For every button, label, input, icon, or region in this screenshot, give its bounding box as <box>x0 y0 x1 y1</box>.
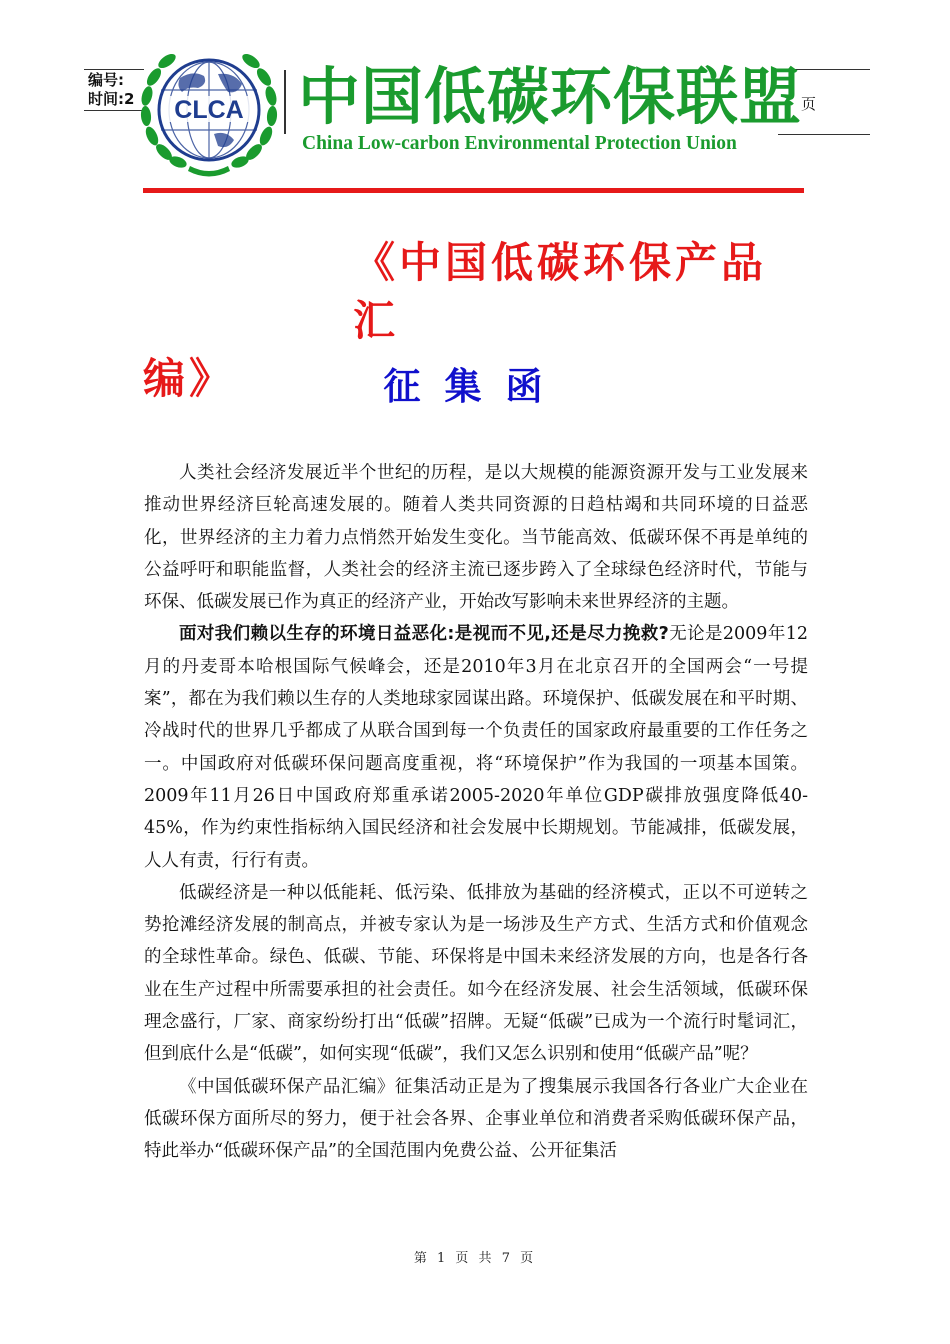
paragraph: 《中国低碳环保产品汇编》征集活动正是为了搜集展示我国各行各业广大企业在低碳环保方面所尽的努力，便于社会各界、企事业单位和消费者采购低碳环保产品，特此举办“低碳环保产品”的全国范围内免费公益、公开征集活 <box>144 1076 808 1162</box>
paragraph: 面对我们赖以生存的环境日益恶化:是视而不见,还是尽力挽救?无论是2009年12月的丹麦哥本哈根国际气候峰会，还是2010年3月在北京召开的全国两会“一号提案”，都在为我们赖以生存的人类地球家园谋出路。环境保护、低碳发展在和平时期、冷战时代的世界几乎都成了从联合国到每一个负责任的国家政府最重要的工作任务之一。中国政府对低碳环保问题高度重视，将“环境保护”作为我国的一项基本国策。2009年11月26日中国政府郑重承诺2005-2020年单位GDP碳排放强度降低40-45%，作为约束性指标纳入国民经济和社会发展中长期规划。节能减排，低碳发展，人人有责，行行有责。 <box>144 624 808 871</box>
document-subtitle: 征集函 <box>383 365 567 408</box>
clca-logo <box>138 44 280 180</box>
page-footer: 第 1 页 共 7 页 <box>413 1251 537 1266</box>
svg-text:CLCA: CLCA <box>174 96 244 124</box>
document-number-label: 编号: <box>88 71 124 89</box>
header-red-divider <box>143 188 804 193</box>
document-title-line2: 编》 <box>143 354 236 403</box>
header-top-rule-left <box>84 69 144 70</box>
header-divider <box>284 70 286 134</box>
paragraph: 人类社会经济发展近半个世纪的历程，是以大规模的能源资源开发与工业发展来推动世界经济巨轮高速发展的。随着人类共同资源的日趋枯竭和共同环境的日益恶化，世界经济的主力着力点悄然开始发生变化。当节能高效、低碳环保不再是单纯的公益呼吁和职能监督，人类社会的经济主流已逐步跨入了全球绿色经济时代，节能与环保、低碳发展已作为真正的经济产业，开始改写影响未来世界经济的主题。 <box>144 463 808 613</box>
header-bottom-rule-left <box>84 110 144 111</box>
document-body <box>144 457 808 1168</box>
document-title-line1: 《中国低碳环保产品汇 <box>353 238 768 345</box>
organization-name-english: China Low-carbon Environmental Protection Union <box>302 133 737 154</box>
page-count-partial: 页 <box>801 95 817 113</box>
organization-name-chinese: 中国低碳环保联盟 <box>298 60 803 133</box>
paragraph-lead-bold: 面对我们赖以生存的环境日益恶化:是视而不见,还是尽力挽救? <box>179 624 669 645</box>
paragraph: 低碳经济是一种以低能耗、低污染、低排放为基础的经济模式，正以不可逆转之势抢滩经济发展的制高点，并被专家认为是一场涉及生产方式、生活方式和价值观念的全球性革命。绿色、低碳、节能、环保将是中国未来经济发展的方向，也是各行各业在生产过程中所需要承担的社会责任。如今在经济发展、社会生活领域，低碳环保理念盛行，厂家、商家纷纷打出“低碳”招牌。无疑“低碳”已成为一个流行时髦词汇，但到底什么是“低碳”，如何实现“低碳”，我们又怎么识别和使用“低碳产品”呢？ <box>144 882 808 1065</box>
document-time-label: 时间:2 <box>88 90 135 108</box>
header-bottom-rule-right <box>778 134 870 135</box>
